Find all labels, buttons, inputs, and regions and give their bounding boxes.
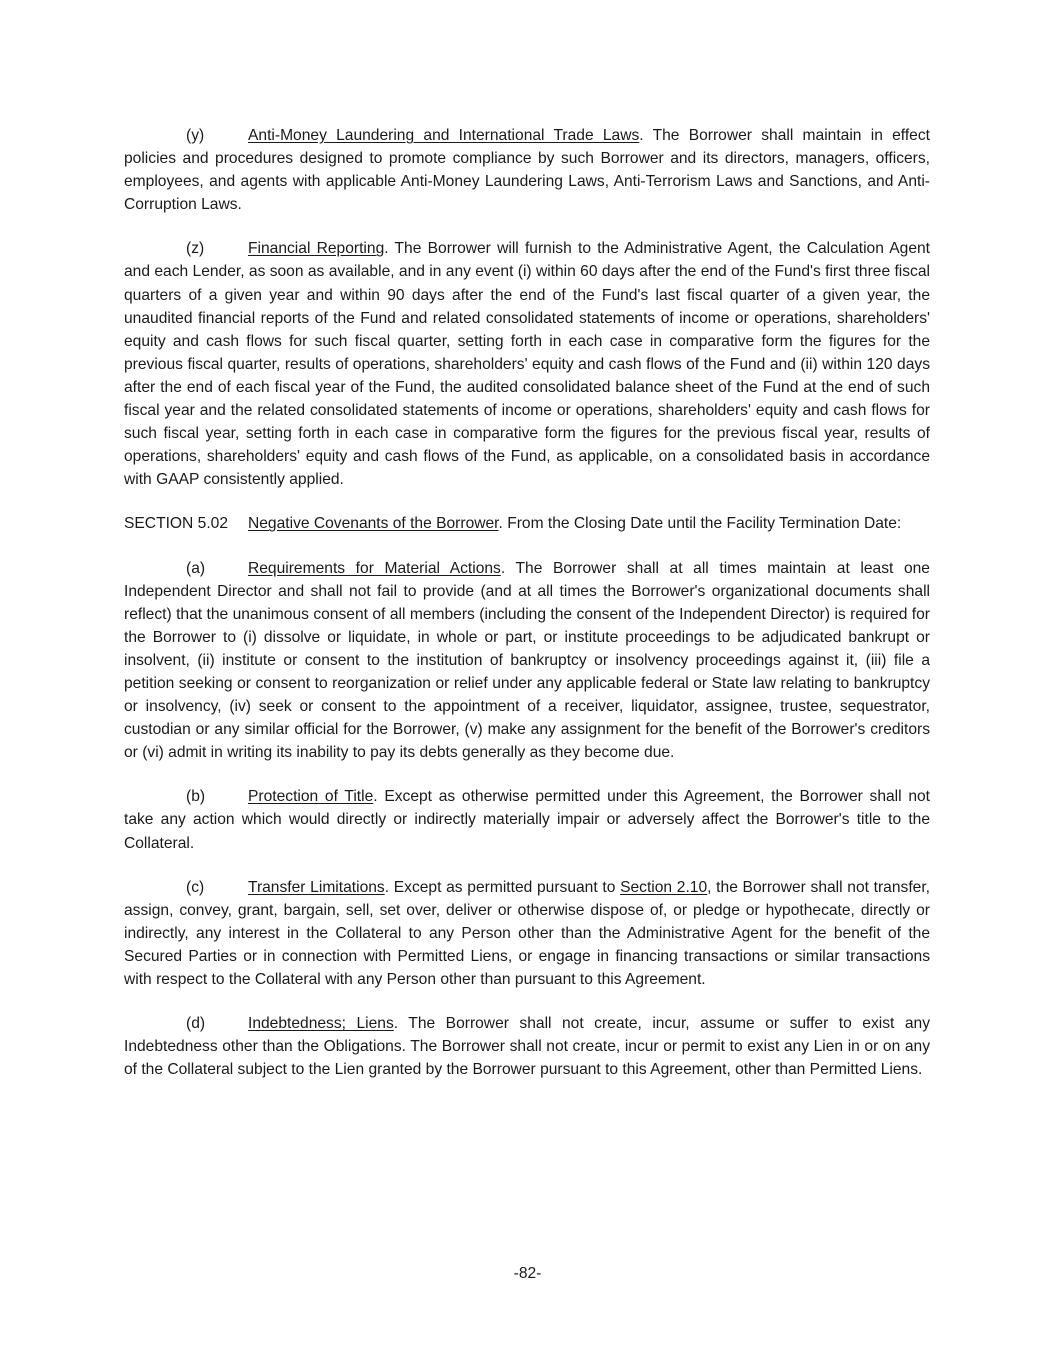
paragraph-body: Except as otherwise permitted under this Agreement, the Borrower shall not take any action which would directly or indirectly materially impair or adversely affect the Borrower's title to the Collateral. <box>124 788 931 852</box>
section-reference: Section 2.10 <box>620 878 708 896</box>
paragraph-heading: Requirements for Material Actions <box>248 559 501 577</box>
paragraph-heading: Protection of Title <box>248 788 374 806</box>
section-number: SECTION 5.02 <box>124 515 228 533</box>
paragraph-c <box>124 876 930 991</box>
heading-period: . <box>393 1015 399 1033</box>
paragraph-label: (y) <box>186 127 205 144</box>
heading-period: . <box>500 559 506 577</box>
paragraph-body-end: , the Borrower shall not transfer, assign, convey, grant, bargain, sell, set over, deliver or otherwise dispose of, or pledge or hypothecate, directly or indirectly, any interest in the Collateral to any Person other than the Administrative Agent for the benefit of the Secured Parties or in connection with Permitted Liens, or engage in financing transactions or similar transactions with respect to the Collateral with any Person other than pursuant to this Agreement. <box>124 878 930 988</box>
section-intro: From the Closing Date until the Facility Termination Date: <box>502 515 902 533</box>
paragraph-body: The Borrower shall at all times maintain at least one Independent Director and shall not fail to provide (and at all times the Borrower's organizational documents shall reflect) that the unanimous consent of all members (including the consent of the Independent Director) is required for the Borrower to (i) dissolve or liquidate, in whole or part, or institute proceedings to be adjudicated bankrupt or insolvent, (ii) institute or consent to the institution of bankruptcy or insolvency proceedings against it, (iii) file a petition seeking or consent to reorganization or relief under any applicable federal or State law relating to bankruptcy or insolvency, (iv) seek or consent to the appointment of a receiver, liquidator, assignee, trustee, sequestrator, custodian or any similar official for the Borrower, (v) make any assignment for the benefit of the Borrower's creditors or (vi) admit in writing its inability to pay its debts generally as they become due. <box>124 559 930 762</box>
paragraph-label: (c) <box>186 878 205 896</box>
paragraph-a <box>124 557 930 765</box>
paragraph-body: The Borrower will furnish to the Administrative Agent, the Calculation Agent and each Lender, as soon as available, and in any event (i) within 60 days after the end of the Fund's first three fiscal quarters of a given year and within 90 days after the end of the Fund's last fiscal quarter of a given year, the unaudited financial reports of the Fund and related consolidated statements of income or operations, shareholders' equity and cash flows for such fiscal quarter, setting forth in each case in comparative form the figures for the previous fiscal quarter, results of operations, shareholders' equity and cash flows of the Fund and (ii) within 120 days after the end of each fiscal year of the Fund, the audited consolidated balance sheet of the Fund at the end of such fiscal year and the related consolidated statements of income or operations, shareholders' equity and cash flows for such fiscal year, setting forth in each case in comparative form the figures for the previous fiscal year, results of operations, shareholders' equity and cash flows of the Fund, as applicable, on a consolidated basis in accordance with GAAP consistently applied. <box>124 240 930 489</box>
paragraph-body: The Borrower shall maintain in effect policies and procedures designed to promote compliance by such Borrower and its directors, managers, officers, employees, and agents with applicable Anti-Money Laundering Laws, Anti-Terrorism Laws and Sanctions, and Anti-Corruption Laws. <box>124 127 930 214</box>
page-number: -82- <box>513 1265 542 1282</box>
paragraph-body: The Borrower shall not create, incur, assume or suffer to exist any Indebtedness other than the Obligations. The Borrower shall not create, incur or permit to exist any Lien in or on any of the Collateral subject to the Lien granted by the Borrower pursuant to this Agreement, other than Permitted Liens. <box>124 1015 930 1079</box>
paragraph-label: (d) <box>186 1015 206 1033</box>
paragraph-body-start: Except as permitted pursuant to <box>389 878 621 896</box>
paragraph-heading: Anti-Money Laundering and International Trade Laws <box>248 127 640 144</box>
paragraph-heading: Transfer Limitations <box>248 878 385 896</box>
heading-period: . <box>373 788 378 806</box>
paragraph-b <box>124 785 930 854</box>
paragraph-label: (a) <box>186 559 206 577</box>
paragraph-label: (z) <box>186 240 205 258</box>
heading-period: . <box>498 515 503 533</box>
heading-period: . <box>384 878 390 896</box>
heading-period: . <box>384 240 389 258</box>
paragraph-z <box>124 237 930 491</box>
paragraph-heading: Indebtedness; Liens <box>248 1015 394 1033</box>
paragraph-heading: Financial Reporting <box>248 240 385 258</box>
heading-period: . <box>639 127 644 144</box>
paragraph-y <box>124 124 930 216</box>
document-page <box>124 124 930 1081</box>
section-heading <box>124 512 930 535</box>
paragraph-d <box>124 1012 930 1081</box>
section-title: Negative Covenants of the Borrower <box>248 515 499 533</box>
paragraph-label: (b) <box>186 788 206 806</box>
